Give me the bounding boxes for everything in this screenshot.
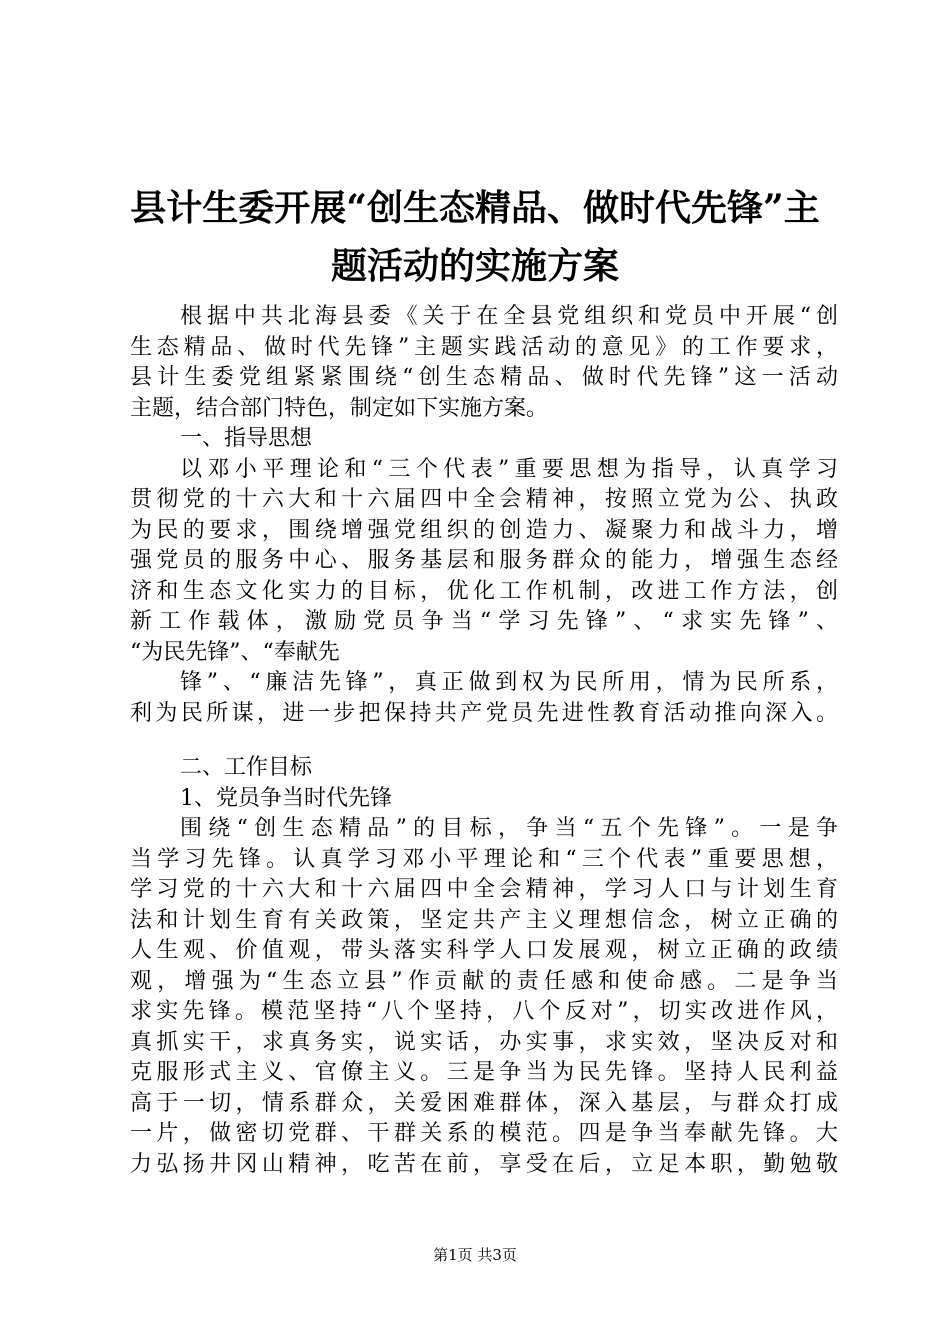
page-footer: 第1页 共3页 <box>433 1246 517 1264</box>
body-line: 观，增强为“生态立县”作贡献的责任感和使命感。二是争当 <box>130 968 838 994</box>
body-line: 利为民所谋，进一步把保持共产党员先进性教育活动推向深入。 <box>130 700 838 726</box>
body-line: 高于一切，情系群众，关爱困难群体，深入基层，与群众打成 <box>130 1090 838 1116</box>
body-line: 力弘扬井冈山精神，吃苦在前，享受在后，立足本职，勤勉敬 <box>130 1151 838 1177</box>
body-line: 济和生态文化实力的目标，优化工作机制，改进工作方法，创 <box>130 578 838 604</box>
body-line: 真抓实干，求真务实，说实话，办实事，求实效，坚决反对和 <box>130 1029 838 1055</box>
body-line: 新工作载体，激励党员争当“学习先锋”、“求实先锋”、 <box>130 609 838 634</box>
body-line: 法和计划生育有关政策，坚定共产主义理想信念，树立正确的 <box>130 907 838 933</box>
body-line: 以邓小平理论和“三个代表”重要思想为指导，认真学习 <box>180 456 838 482</box>
body-line: 围绕“创生态精品”的目标，争当“五个先锋”。一是争 <box>180 816 838 841</box>
body-line: 二、工作目标 <box>180 755 313 780</box>
body-line: 县计生委党组紧紧围绕“创生态精品、做时代先锋”这一活动 <box>130 365 838 390</box>
body-line: 锋”、“廉洁先锋”，真正做到权为民所用，情为民所系， <box>180 670 838 695</box>
body-line: 克服形式主义、官僚主义。三是争当为民先锋。坚持人民利益 <box>130 1060 838 1085</box>
body-line: 1、党员争当时代先锋 <box>180 785 392 811</box>
body-line: 一、指导思想 <box>180 426 313 451</box>
document-title-line-2: 题活动的实施方案 <box>330 245 619 287</box>
body-line: “为民先锋”、“奉献先 <box>130 639 340 665</box>
body-line: 学习党的十六大和十六届四中全会精神，学习人口与计划生育 <box>130 877 838 902</box>
body-line: 强党员的服务中心、服务基层和服务群众的能力，增强生态经 <box>130 548 838 573</box>
body-line: 主题，结合部门特色，制定如下实施方案。 <box>130 395 549 421</box>
body-line: 求实先锋。模范坚持“八个坚持，八个反对”，切实改进作风， <box>130 999 838 1024</box>
body-line: 为民的要求，围绕增强党组织的创造力、凝聚力和战斗力，增 <box>130 517 838 543</box>
body-line: 当学习先锋。认真学习邓小平理论和“三个代表”重要思想， <box>130 846 838 872</box>
document-title-line-1: 县计生委开展“创生态精品、做时代先锋”主 <box>130 187 820 229</box>
body-line: 根据中共北海县委《关于在全县党组织和党员中开展“创 <box>180 304 838 329</box>
body-line: 一片，做密切党群、干群关系的模范。四是争当奉献先锋。大 <box>130 1121 838 1146</box>
body-line: 贯彻党的十六大和十六届四中全会精神，按照立党为公、执政 <box>130 487 838 512</box>
body-line: 人生观、价值观，带头落实科学人口发展观，树立正确的政绩 <box>130 938 838 963</box>
body-line: 生态精品、做时代先锋”主题实践活动的意见》的工作要求， <box>130 334 838 360</box>
